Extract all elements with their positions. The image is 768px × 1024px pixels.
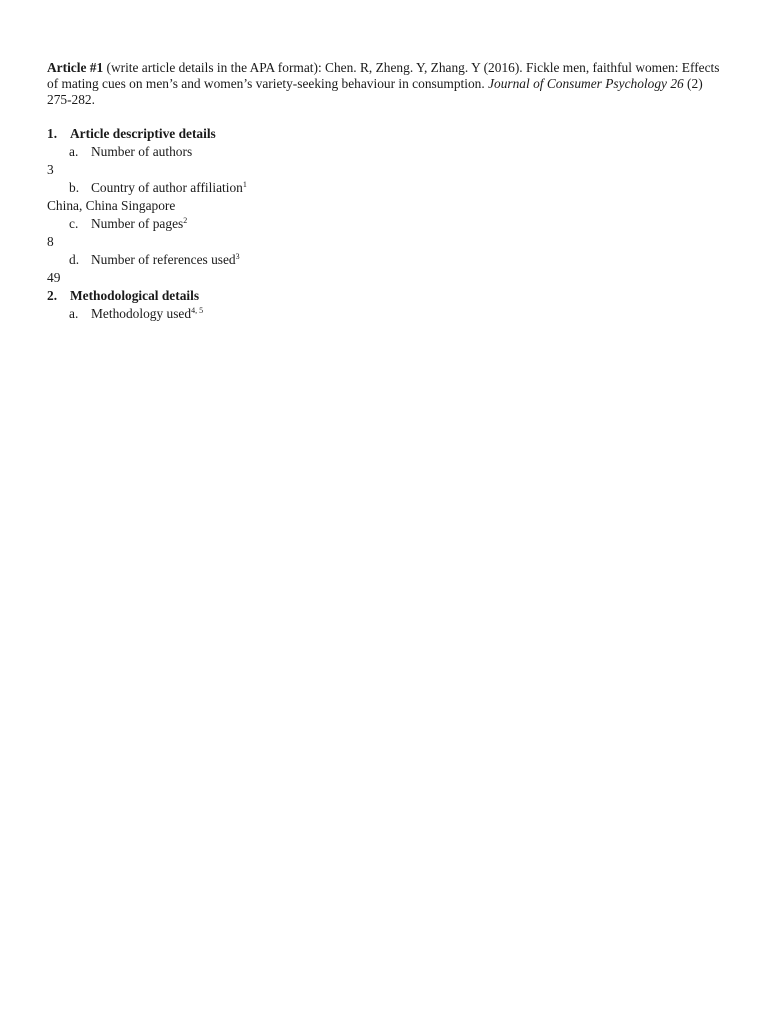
item-label: Number of authors (91, 144, 193, 159)
article-label: Article #1 (47, 60, 104, 75)
journal-volume: 26 (670, 76, 684, 91)
item-letter: d. (69, 252, 80, 267)
list-item-country (47, 179, 727, 197)
answer-country: China, China Singapore (47, 198, 176, 213)
footnote-ref: 4, 5 (191, 306, 204, 315)
section-heading-methodological (47, 287, 727, 305)
answer-pages: 8 (47, 234, 54, 249)
article-citation: Chen. R, Zheng. Y, Zhang. Y (2016). Fickle men, faithful women: Effects of mating cues on men’s and women’s variety-seeking behaviour in consumption. (47, 60, 720, 91)
journal-name: Journal of Consumer Psychology (488, 76, 667, 91)
item-letter: b. (69, 180, 80, 195)
answer-authors: 3 (47, 162, 54, 177)
item-label: Number of pages (91, 216, 184, 231)
section-title: Methodological details (70, 288, 200, 303)
list-item-references (47, 251, 727, 269)
list-item-methodology (47, 305, 727, 323)
section-number: 1. (47, 126, 58, 141)
item-label: Number of references used (91, 252, 236, 267)
section-number: 2. (47, 288, 58, 303)
footnote-ref: 2 (183, 216, 188, 225)
section-title: Article descriptive details (70, 126, 216, 141)
list-item-authors (47, 143, 727, 161)
item-letter: a. (69, 144, 79, 159)
answer-references: 49 (47, 270, 61, 285)
list-item-pages (47, 215, 727, 233)
journal-issue-pages: (2) 275-282. (47, 76, 703, 107)
item-label: Country of author affiliation (91, 180, 243, 195)
section-heading-descriptive (47, 125, 727, 143)
article-reference (47, 60, 727, 108)
item-label: Methodology used (91, 306, 192, 321)
article-instruction: (write article details in the APA format): (103, 60, 326, 75)
item-letter: c. (69, 216, 79, 231)
footnote-ref: 1 (242, 180, 247, 189)
document-page (47, 60, 727, 323)
footnote-ref: 3 (235, 252, 240, 261)
item-letter: a. (69, 306, 79, 321)
